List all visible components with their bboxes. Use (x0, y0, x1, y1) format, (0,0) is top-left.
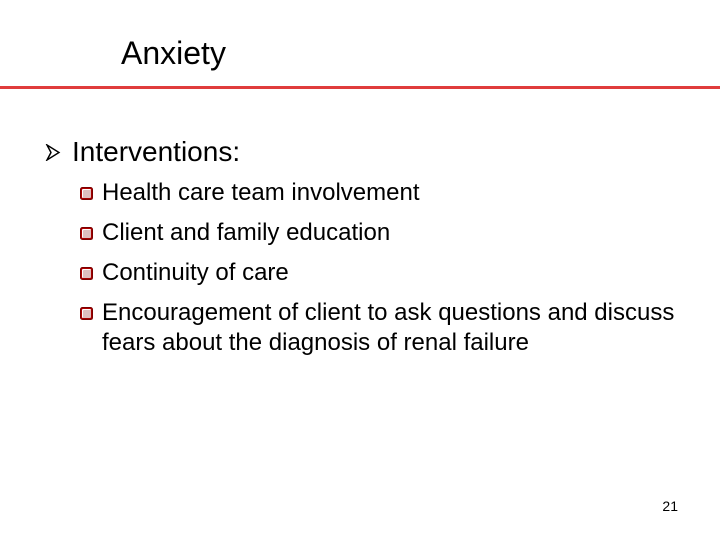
sub-bullet-text: Continuity of care (102, 259, 289, 286)
sub-bullet-text: Health care team involvement (102, 179, 420, 206)
main-bullet-text: Interventions: (72, 136, 241, 167)
page-number: 21 (662, 498, 678, 514)
checkbox-bullet-icon (80, 307, 94, 321)
sub-bullet-item (80, 178, 680, 208)
sub-bullet-list (80, 178, 680, 358)
sub-bullet-text: Encouragement of client to ask questions and discuss fears about the diagnosis of renal failure (102, 299, 675, 356)
sub-bullet-text: Client and family education (102, 219, 391, 246)
checkbox-bullet-icon (80, 187, 94, 201)
sub-bullet-item (80, 298, 680, 358)
checkbox-bullet-icon (80, 227, 94, 241)
slide-title: Anxiety (121, 35, 226, 71)
sub-bullet-item (80, 258, 680, 288)
title-divider (0, 86, 720, 89)
sub-bullet-item (80, 218, 680, 248)
main-bullet (44, 133, 684, 171)
arrow-bullet-icon (44, 144, 61, 161)
checkbox-bullet-icon (80, 267, 94, 281)
